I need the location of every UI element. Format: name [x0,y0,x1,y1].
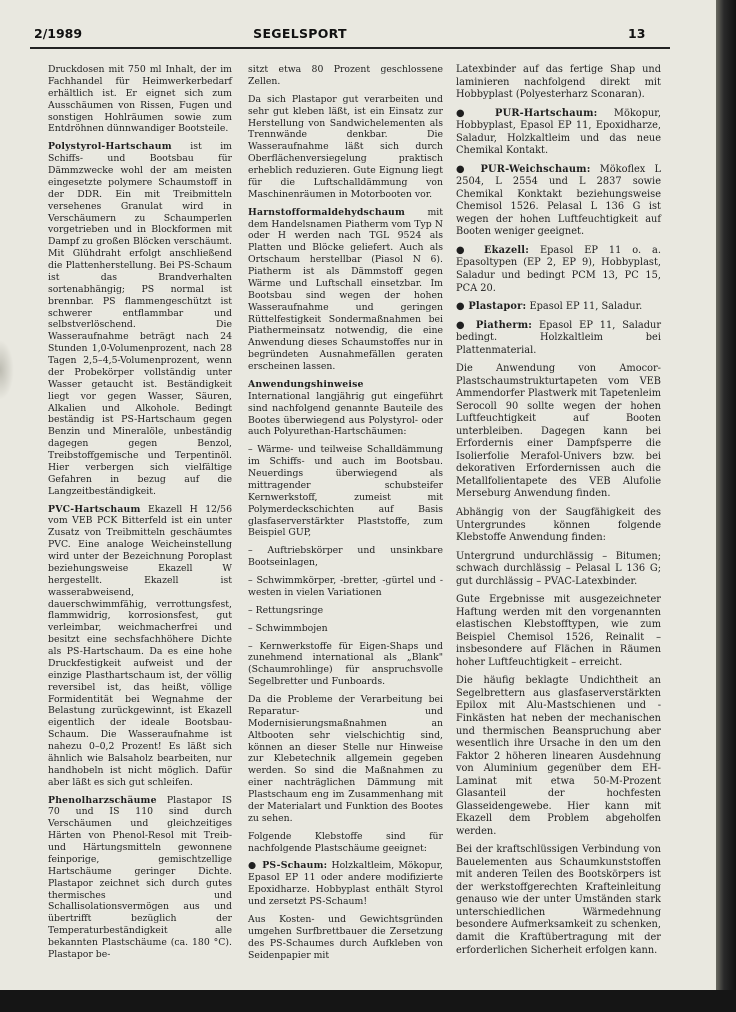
paragraph-text: Plastapor IS 70 und IS 110 sind durch Verschäumen und gleichzeitiges Härten von Phenol-Resol mit Treib- und Härtungsmitteln gewonnene feinporige, gemischtzellige Hartschäume geringer Dichte. Plastapor zeichnet sich durch gutes thermisches und Schallisolationsvermögen aus und übertrifft bezüglich der Temperaturbeständigkeit alle bekannten Plastschäume (ca. 180 °C). Plastapor be- [48,794,232,960]
paragraph [248,545,443,569]
paragraph-text: Gute Ergebnisse mit ausgezeichneter Haftung werden mit den vorgenannten elastischen Klebstofftypen, wie zum Beispiel Chemisol 1526, Reinalit – insbesondere auf Flächen in Räumen hoher Luftfeuchtigkeit – erreicht. [456,594,661,668]
paragraph [456,301,661,314]
paragraph [48,504,232,789]
paragraph [248,379,443,438]
paragraph [248,831,443,855]
paragraph [456,551,661,589]
paragraph-text: International langjährig gut eingeführt sind nachfolgend genannte Bauteile des Bootes überwiegend aus Polystyrol- oder auch Polyurethan-Hartschäumen: [248,390,443,438]
paragraph-text: Epasol EP 11 o. a. Epasoltypen (EP 2, EP 9), Hobbyplast, Saladur und bedingt PCM 13, PC 15, PCA 20. [456,244,661,294]
paragraph [248,914,443,962]
paragraph-heading: ● PS-Schaum: [248,860,328,872]
paragraph-heading: ● Piatherm: [456,319,533,331]
paragraph-text: Abhängig von der Saugfähigkeit des Untergrundes können folgende Klebstoffe Anwendung finden: [456,507,661,544]
paragraph-text: Holzkaltleim, Mökopur, Epasol EP 11 oder andere modifizierte Epoxidharze. Hobbyplast enthält Styrol und zersetzt PS-Schaum! [248,860,443,907]
paragraph-text: Untergrund undurchlässig – Bitumen; schwach durchlässig – Pelasal L 136 G; gut durchlässig – PVAC-Latexbinder. [456,550,661,587]
paragraph [248,94,443,201]
paragraph-text: Die Anwendung von Amocor-Plastschaumstrukturtapeten vom VEB Ammendorfer Plastwerk mit Tapetenleim Serocoll 90 sollte wegen der hohen Luftfeuchtigkeit auf Booten unterbleiben. Dagegen kann bei Erfordernis einer Dampfsperre die Isolierfolie Merafol-Univers bzw. bei dekorativen Erfordernissen auch die Metallfolientapete des VEB Alufolie Merseburg Anwendung finden. [456,363,661,500]
book-binding-shadow [716,0,736,1012]
paragraph [248,641,443,689]
paragraph-text: Mökoflex L 2504, L 2554 und L 2837 sowie Chemikal Konktakt beziehungsweise Chemisol 1526. Pelasal L 136 G ist wegen der hohen Luftfeuchtigkeit auf Booten weniger geeignet. [456,163,661,238]
paragraph [456,844,661,957]
paragraph [248,207,443,373]
paragraph [456,320,661,358]
paragraph [456,675,661,838]
paragraph-heading: PVC-Hartschaum [48,503,141,515]
paragraph [456,64,661,102]
paragraph-text: Da die Probleme der Verarbeitung bei Reparatur- und Modernisierungsmaßnahmen an Altbooten sehr vielschichtig sind, können an dieser Stelle nur Hinweise zur Klebetechnik allgemein gegeben werden. So sind die Maßnahmen zu einer nachträglichen Dämmung mit Plastschaum eng im Zusammenhang mit der Materialart und Funktion des Bootes zu sehen. [248,694,443,824]
text-column-1 [48,64,232,967]
paragraph-text: Aus Kosten- und Gewichtsgründen umgehen Surfbrettbauer die Zersetzung des PS-Schaumes durch Aufkleben von Seidenpapier mit [248,913,443,961]
paragraph-heading: ● Plastapor: [456,301,527,313]
paragraph-text: – Schwimmbojen [248,622,328,634]
paragraph [456,245,661,295]
paragraph-text: Latexbinder auf das fertige Shap und laminieren nachfolgend direkt mit Hobbyplast (Polyesterharz Sconaran). [456,64,661,101]
text-column-2 [248,64,443,967]
scan-border [0,990,736,1012]
paragraph-heading: ● Ekazell: [456,244,530,256]
paragraph [248,623,443,635]
header-rule [30,47,670,49]
paragraph-text: ist im Schiffs- und Bootsbau für Dämmzwecke wohl der am meisten eingesetzte polymere Schaumstoff in der DDR. Ein mit Treibmitteln versehenes Granulat wird in Verschäumern zu Schaumperlen vorgetrieben und in Blockformen mit Dampf zu großen Blöcken verschäumt. Mit Glühdraht erfolgt anschließend die Plattenherstellung. Bei PS-Schaum ist das Brandverhalten sortenabhängig; PS normal ist brennbar. PS flammengeschützt ist schwerer entflammbar und selbstverlöschend. Die Wasseraufnahme beträgt nach 24 Stunden 1,0-Volumenprozent, nach 28 Tagen 2,5–4,5-Volumenprozent, wenn der Probekörper vollständig unter Wasser getaucht ist. Beständigkeit liegt vor gegen Wasser, Säuren, Alkalien und Alkohole. Bedingt beständig ist PS-Hartschaum gegen Benzin und Mineralöle, unbeständig dagegen gegen Benzol, Treibstoffgemische und Terpentinöl. Hier verbergen sich vielfältige Gefahren in bezug auf die Langzeitbeständigkeit. [48,141,232,497]
paragraph-text: – Schwimmkörper, -bretter, -gürtel und -westen in vielen Variationen [248,575,443,598]
paragraph [48,64,232,135]
paragraph [456,507,661,545]
paragraph [48,141,232,497]
paragraph-text: – Auftriebskörper und unsinkbare Bootseinlagen, [248,545,443,569]
issue-number: 2/1989 [34,26,83,41]
paragraph-text: Mökopur, Hobbyplast, Epasol EP 11, Epoxidharze, Saladur, Holzkaltleim und das neue Chemikal Kontakt. [456,107,661,157]
paragraph-text: Epasol EP 11, Saladur. [526,301,643,313]
paragraph [456,164,661,239]
paragraph [248,64,443,88]
paragraph [48,795,232,961]
paragraph [248,575,443,599]
paragraph-text: mit dem Handelsnamen Piatherm vom Typ N oder H werden nach TGL 9524 als Platten und Blöcke geliefert. Auch als Ortschaum herstellbar (Piasol N 6). Piatherm ist als Dämmstoff gegen Wärme und Luftschall einsetzbar. Im Bootsbau sind wegen der hohen Wasseraufnahme und geringen Rüttelfestigkeit Sondermaßnahmen bei Piathermeinsatz notwendig, die eine Anwendung dieses Schaumstoffes nur in begründeten Ausnahmefällen geraten erscheinen lassen. [248,206,443,372]
paragraph-text: – Rettungsringe [248,604,324,616]
paragraph [248,694,443,825]
paragraph-text: Druckdosen mit 750 ml Inhalt, der im Fachhandel für Heimwerkerbedarf erhältlich ist. Er eignet sich zum Ausschäumen von Rissen, Fugen und sonstigen Hohlräumen sowie zum Entdröhnen dünnwandiger Bootsteile. [48,64,232,135]
page-number: 13 [628,26,646,41]
paragraph-text: – Wärme- und teilweise Schalldämmung im Schiffs- und auch im Bootsbau. Neuerdings überwiegend als mittragender schubsteifer Kernwerkstoff, zumeist mit Polymerdeckschichten auf Basis glasfaserverstärkter Plaststoffe, zum Beispiel GUP, [248,444,443,539]
paragraph [248,860,443,908]
paragraph-text: Bei der kraftschlüssigen Verbindung von Bauelementen aus Schaumkunststoffen mit anderen Teilen des Bootskörpers ist der werkstoffgerechten Krafteinleitung genauso wie der unter Umständen stark unterschiedlichen Wärmedehnung besondere Aufmerksamkeit zu schenken, damit die Kraftübertragung mit der erforderlichen Sicherheit erfolgen kann. [456,844,661,956]
paragraph-text: Epasol EP 11, Saladur bedingt. Holzkaltleim bei Plattenmaterial. [456,319,661,356]
paragraph-text: – Kernwerkstoffe für Eigen-Shaps und zunehmend international als „Blank" (Schaumrohlinge) für anspruchsvolle Segelbretter und Funboards. [248,640,443,688]
paragraph [456,108,661,158]
text-column-3 [456,64,661,963]
magazine-title: SEGELSPORT [253,26,347,41]
paragraph-heading: ● PUR-Weichschaum: [456,163,591,175]
page-smudge [0,340,14,400]
paragraph [248,444,443,539]
paragraph [456,594,661,669]
paragraph-heading: Harnstofformaldehydschaum [248,206,406,218]
paragraph-text: Folgende Klebstoffe sind für nachfolgende Plastschäume geeignet: [248,830,443,854]
paragraph-heading: Anwendungshinweise [248,378,364,390]
paragraph-text: Da sich Plastapor gut verarbeiten und sehr gut kleben läßt, ist ein Einsatz zur Herstellung von Sandwichelementen als Trennwände denkbar. Die Wasseraufnahme läßt sich durch Oberflächenversiegelung praktisch erheblich reduzieren. Gute Eignung liegt für die Luftschalldämmung von Maschinenräumen in Motorbooten vor. [248,93,443,200]
paragraph-text: sitzt etwa 80 Prozent geschlossene Zellen. [248,64,443,87]
paragraph-heading: Polystyrol-Hartschaum [48,141,172,153]
paragraph-heading: ● PUR-Hartschaum: [456,107,598,119]
paragraph-text: Ekazell H 12/56 vom VEB PCK Bitterfeld ist ein unter Zusatz von Treibmitteln geschäumtes PVC. Eine analoge Weicheinstellung wird unter der Bezeichnung Poroplast beziehungsweise Ekazell W hergestellt. Ekazell ist wasserabweisend, dauerschwimmfähig, verrottungsfest, flammwidrig, korrosionsfest, gut verleimbar, weichmacherfrei und besitzt eine sechsfachhöhere Dichte als PS-Hartschaum. Da es eine hohe Druckfestigkeit aufweist und der einzige Plasthartschaum ist, der völlig reversibel ist, das heißt, völlige Formidentität bei Wegnahme der Belastung zurückgewinnt, ist Ekazell eigentlich der ideale Bootsbau-Schaum. Die Wasseraufnahme ist nahezu 0–0,2 Prozent! Es läßt sich ähnlich wie Balsaholz bearbeiten, nur handhobeln ist nicht möglich. Dafür aber läßt es sich gut schleifen. [48,503,232,788]
paragraph [456,363,661,501]
paragraph-heading: Phenolharzschäume [48,794,157,806]
paragraph-text: Die häufig beklagte Undichtheit an Segelbrettern aus glasfaserverstärkten Epilox mit Alu-Mastschienen und -Finkästen hat neben der mechanischen und thermischen Beanspruchung aber wesentlich ihre Ursache in den um den Faktor 2 höheren linearen Ausdehnung von Aluminium gegenüber dem EH-Laminat mit etwa 50-M-Prozent Glasanteil der hochfesten Glasseidengewebe. Hier kann mit Ekazell dem Problem abgeholfen werden. [456,675,661,837]
paragraph [248,605,443,617]
